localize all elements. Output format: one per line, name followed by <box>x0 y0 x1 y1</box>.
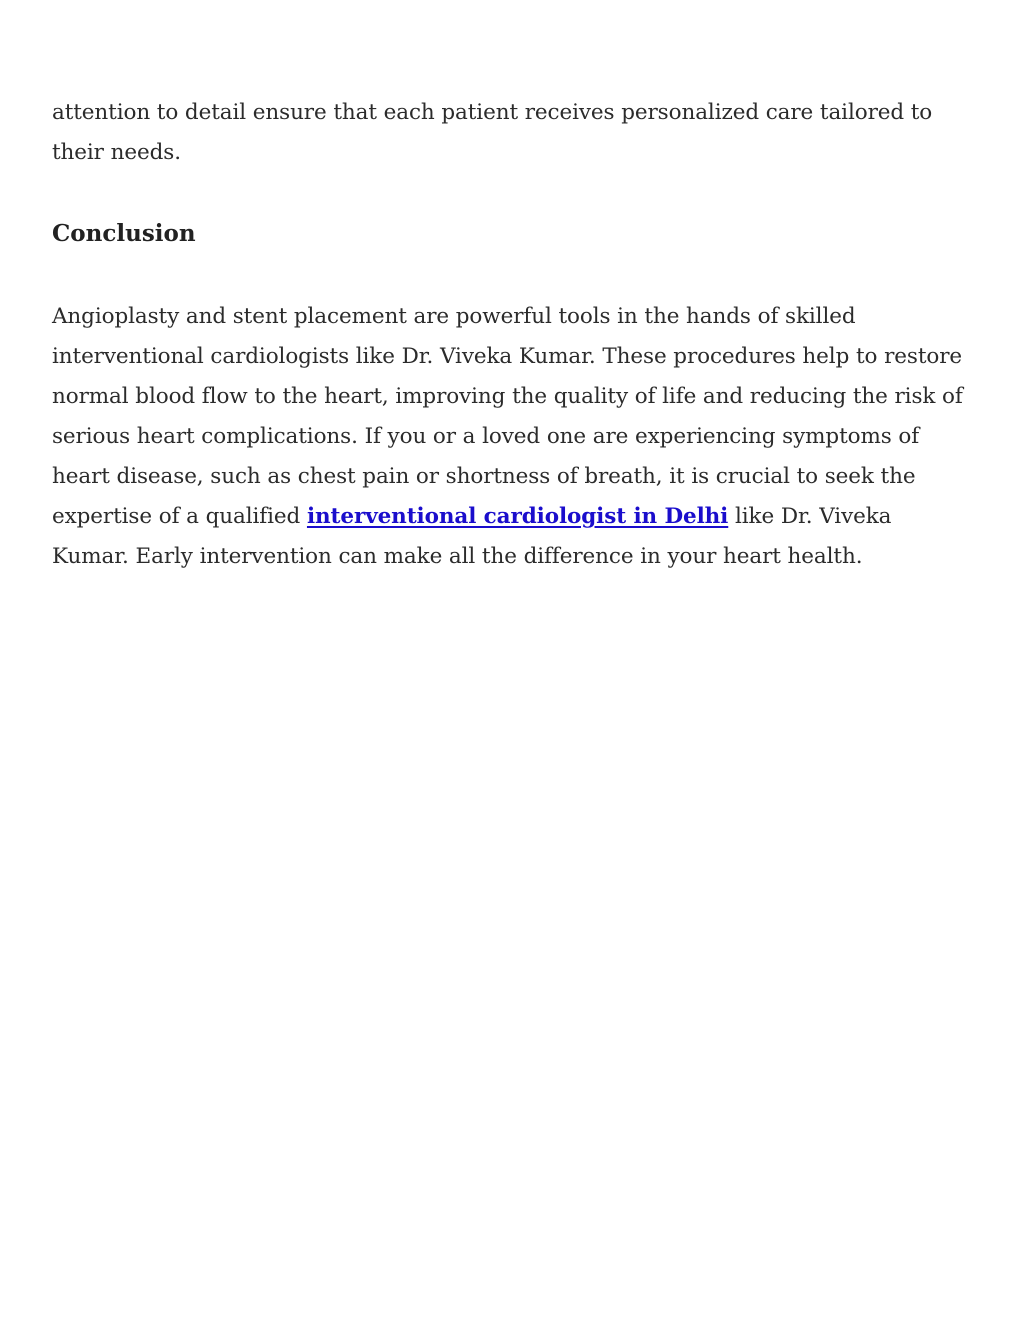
conclusion-text-before-link: Angioplasty and stent placement are powerful tools in the hands of skilled interventional cardiologists like Dr. Viveka Kumar. These procedures help to restore normal blood flow to the heart, improving the quality of life and reducing the risk of serious heart complications. If you or a loved one are experiencing symptoms of heart disease, such as chest pain or shortness of breath, it is crucial to seek the expertise of a qualified <box>52 304 963 529</box>
cardiologist-link[interactable]: interventional cardiologist in Delhi <box>306 504 729 529</box>
conclusion-text-after-link: like Dr. Viveka Kumar. Early intervention can make all the difference in your heart health. <box>52 504 892 569</box>
conclusion-paragraph <box>52 297 972 577</box>
conclusion-heading: Conclusion <box>52 220 196 247</box>
intro-paragraph: attention to detail ensure that each patient receives personalized care tailored to their needs. <box>52 100 933 165</box>
